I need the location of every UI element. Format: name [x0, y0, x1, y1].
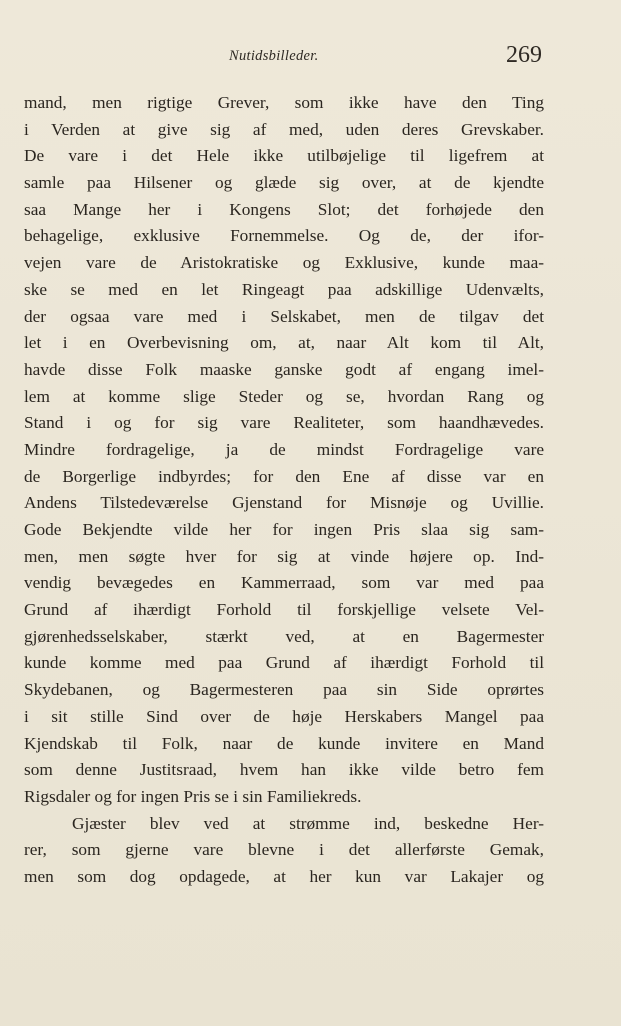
text-line: let i en Overbevisning om, at, naar Alt kom til Alt, — [24, 333, 544, 353]
text-line: men som dog opdagede, at her kun var Lakajer og — [24, 866, 544, 886]
paragraph-start-line: Gjæster blev ved at strømme ind, beskedne Her- — [72, 813, 544, 833]
text-line: kunde komme med paa Grund af ihærdigt Forhold til — [24, 653, 544, 673]
text-line: samle paa Hilsener og glæde sig over, at de kjendte — [24, 173, 544, 193]
text-line: i sit stille Sind over de høje Herskabers Mangel paa — [24, 706, 544, 726]
text-line: Gode Bekjendte vilde her for ingen Pris slaa sig sam- — [24, 520, 544, 539]
text-line: Andens Tilstedeværelse Gjenstand for Misnøje og Uvillie. — [24, 493, 544, 513]
running-head — [0, 42, 621, 72]
text-line: Skydebanen, og Bagermesteren paa sin Side oprørtes — [24, 680, 544, 700]
text-line: De vare i det Hele ikke utilbøjelige til ligefrem at — [24, 146, 544, 166]
text-line: som denne Justitsraad, hvem han ikke vilde betro fem — [24, 760, 544, 780]
text-line: lem at komme slige Steder og se, hvordan Rang og — [24, 386, 544, 406]
text-line: rer, som gjerne vare blevne i det allerførste Gemak, — [24, 840, 544, 860]
text-line: der ogsaa vare med i Selskabet, men de tilgav det — [24, 306, 544, 326]
text-line: Grund af ihærdigt Forhold til forskjellige velsete Vel- — [24, 600, 544, 620]
text-line: gjørenhedsselskaber, stærkt ved, at en Bagermester — [24, 626, 544, 646]
text-line: Kjendskab til Folk, naar de kunde invitere en Mand — [24, 733, 544, 753]
text-line: vendig bevægedes en Kammerraad, som var med paa — [24, 573, 544, 593]
text-line: havde disse Folk maaske ganske godt af engang imel- — [24, 359, 544, 379]
text-line: mand, men rigtige Grever, som ikke have den Ting — [24, 93, 544, 112]
text-line: vejen vare de Aristokratiske og Exklusive, kunde maa- — [24, 253, 544, 273]
text-line: ske se med en let Ringeagt paa adskillige Udenvælts, — [24, 279, 544, 299]
running-title: Nutidsbilleder. — [229, 48, 319, 64]
text-line: saa Mange her i Kongens Slot; det forhøjede den — [24, 199, 544, 219]
text-line: de Borgerlige indbyrdes; for den Ene af disse var en — [24, 466, 544, 486]
paragraph-end-line: Rigsdaler og for ingen Pris se i sin Familiekreds. — [24, 786, 362, 806]
text-line: Mindre fordragelige, ja de mindst Fordragelige vare — [24, 439, 544, 459]
body-text — [24, 90, 544, 891]
text-line: i Verden at give sig af med, uden deres Grevskaber. — [24, 119, 544, 139]
page-number: 269 — [506, 42, 542, 68]
text-line: Stand i og for sig vare Realiteter, som haandhævedes. — [24, 413, 544, 433]
text-line: behagelige, exklusive Fornemmelse. Og de, der ifor- — [24, 226, 544, 246]
text-line: men, men søgte hver for sig at vinde højere op. Ind- — [24, 546, 544, 566]
